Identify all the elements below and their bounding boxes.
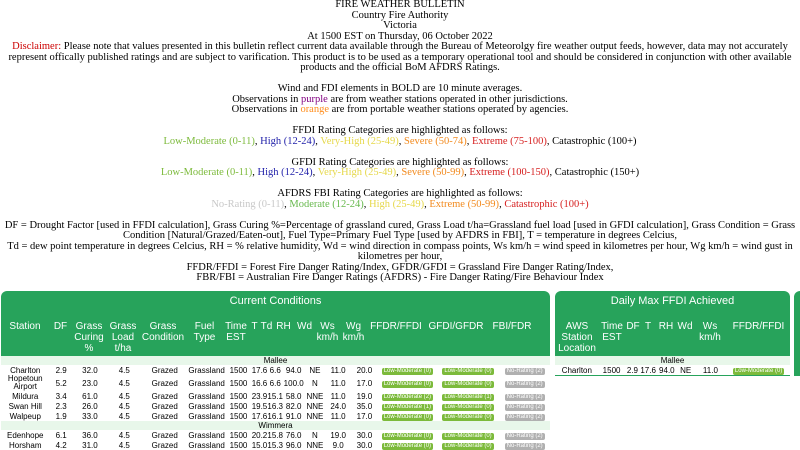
current-rating-badge: Low-Moderate (1) (383, 404, 432, 410)
current-cell: NNE (306, 391, 324, 401)
ffdi-extreme: Extreme (75-100) (471, 135, 547, 147)
current-cell: 11.0 (330, 411, 346, 421)
current-conditions-table (1, 356, 550, 450)
daily-region-name: Mallee (555, 356, 790, 365)
authority-name: Country Fire Authority (351, 9, 449, 21)
current-cell: 1.9 (55, 411, 67, 421)
current-cell: 96.0 (285, 440, 302, 450)
current-cell: 4.5 (118, 401, 130, 411)
current-cell: NNE (306, 440, 324, 450)
current-cell: 2.9 (55, 365, 67, 375)
current-cell: 100.0 (283, 378, 304, 388)
current-cell: Grassland (188, 401, 225, 411)
current-rating-badge: No-Rating (2) (506, 404, 543, 410)
current-cell: Grazed (151, 430, 178, 440)
current-table-row (1, 430, 550, 440)
current-cell: 19.0 (356, 391, 373, 401)
current-col-wd: Wd (297, 321, 312, 332)
orange-word: orange (300, 104, 330, 115)
afdrs-high: High (25-49) (369, 198, 425, 210)
current-cell: 17.0 (356, 378, 373, 388)
current-cell: Walpeup (9, 411, 41, 421)
current-col-wg-km-h: Wg km/h (342, 321, 365, 343)
third-panel-edge (794, 291, 800, 376)
current-rating-badge: No-Rating (2) (506, 368, 543, 374)
current-cell: 17.6 (251, 411, 268, 421)
current-cell: 4.5 (118, 430, 130, 440)
current-cell: Grazed (151, 440, 178, 450)
current-col-td: Td (260, 321, 273, 332)
current-rating-badge: Low-Moderate (0) (383, 381, 432, 387)
definitions-line-2: Td = dew point temperature in degrees Celcius, RH = % relative humidity, Wd = wind direction in compass points, Ws km/h = wind speed in kilometres per hour, Wg km/h = wind gust in kilometres per hour, (7, 240, 793, 262)
current-col-grass-condition: Grass Condition (141, 321, 185, 343)
current-rating-badge: Low-Moderate (2) (383, 394, 432, 400)
current-cell: 76.0 (285, 430, 302, 440)
current-cell: Grassland (188, 440, 225, 450)
current-cell: 19.5 (251, 401, 268, 411)
current-region-row (1, 421, 550, 430)
current-conditions-panel (1, 291, 550, 450)
ffdi-severe: Severe (50-74) (404, 135, 467, 147)
disclaimer-text: Please note that values presented in this bulletin reflect current data available through the Bureau of Meteorolgy fire weather output feeds, however, data may not accurately represent offically published ratings and are subject to varification. This product is to be used as a temporary operational tool and should be considered in conjunction with other available products and the official BoM AFDRS Ratings. (8, 41, 792, 73)
current-cell: 16.6 (251, 378, 268, 388)
gfdi-extreme: Extreme (100-150) (469, 167, 550, 178)
ffdi-cat: Catastrophic (100+) (552, 135, 637, 147)
current-cell: 15.8 (267, 430, 283, 440)
current-cell: Grazed (151, 411, 178, 421)
current-rating-badge: Low-Moderate (0) (444, 443, 492, 449)
current-rating-badge: Low-Moderate (0) (444, 404, 492, 410)
daily-cell: 2.9 (626, 365, 638, 375)
disclaimer (0, 42, 800, 74)
current-cell: N (312, 378, 318, 388)
current-cell: Grassland (188, 365, 225, 375)
current-cell: 4.5 (118, 365, 130, 375)
current-region-name: Mallee (1, 356, 550, 365)
current-table-row (1, 411, 550, 421)
daily-cell: NE (680, 365, 692, 375)
daily-cell: 1500 (602, 365, 621, 375)
current-cell: 82.0 (285, 401, 302, 411)
current-rating-badge: Low-Moderate (0) (383, 443, 432, 449)
ffdi-low: Low-Moderate (0-11) (163, 135, 255, 147)
ffdi-high: High (12-24) (260, 135, 316, 147)
current-rating-badge: Low-Moderate (0) (383, 433, 432, 439)
gfdi-severe: Severe (50-99) (401, 167, 465, 178)
current-col-t: T (251, 321, 258, 332)
current-cell: 1500 (229, 440, 248, 450)
current-cell: Grazed (151, 365, 178, 375)
current-cell: 19.0 (330, 430, 346, 440)
current-cell: Grassland (188, 391, 225, 401)
current-rating-badge: No-Rating (2) (506, 443, 543, 449)
issue-time: At 1500 EST on Thursday, 06 October 2022 (307, 30, 493, 42)
current-cell: 16.3 (267, 401, 283, 411)
daily-max-table (555, 356, 790, 375)
current-col-grass-load-t-ha: Grass Load t/ha (109, 321, 137, 354)
current-table-row (1, 401, 550, 411)
current-cell: Edenhope (7, 430, 44, 440)
current-cell: 11.0 (330, 391, 346, 401)
current-cell: 15.0 (251, 440, 268, 450)
current-col-ffdr-ffdi: FFDR/FFDI (370, 321, 422, 332)
current-cell: 9.0 (332, 440, 344, 450)
current-col-df: DF (53, 321, 68, 332)
daily-max-title: Daily Max FFDI Achieved (610, 295, 735, 307)
current-cell: Grassland (188, 378, 225, 388)
daily-cell: 94.0 (659, 365, 675, 375)
current-col-ws-km-h: Ws km/h (316, 321, 339, 343)
current-cell: N (312, 430, 318, 440)
current-cell: 26.0 (82, 401, 98, 411)
current-cell: 4.5 (118, 411, 130, 421)
current-table-row (1, 391, 550, 401)
current-cell: 30.0 (356, 440, 373, 450)
current-cell: 33.0 (82, 411, 98, 421)
current-cell: 4.2 (55, 440, 67, 450)
daily-rating-badge: Low-Moderate (0) (734, 368, 783, 374)
gfdi-cat: Catastrophic (150+) (554, 167, 640, 178)
current-conditions-header (1, 311, 550, 357)
current-cell: Horsham (9, 440, 42, 450)
current-cell: Mildura (12, 391, 39, 401)
purple-note-pre: Observations in (232, 93, 302, 105)
current-cell: 23.0 (82, 378, 98, 388)
state-name: Victoria (383, 20, 417, 31)
current-cell: 20.2 (251, 430, 268, 440)
current-region-name: Wimmera (1, 421, 550, 430)
current-rating-badge: Low-Moderate (0) (444, 414, 492, 420)
current-rating-badge: Low-Moderate (0) (383, 414, 432, 420)
daily-max-panel (555, 291, 790, 376)
current-cell: Swan Hill (8, 401, 42, 411)
current-col-gfdi-gfdr: GFDI/GFDR (428, 321, 484, 332)
orange-note (0, 105, 800, 116)
daily-cell: 17.6 (640, 365, 656, 375)
gfdi-low: Low-Moderate (0-11) (160, 167, 253, 178)
current-cell: 16.1 (267, 411, 283, 421)
current-cell: 2.3 (55, 401, 67, 411)
current-cell: 11.0 (330, 378, 346, 388)
current-cell: Grassland (188, 411, 225, 421)
current-cell: Grazed (151, 391, 178, 401)
gfdi-high: High (12-24) (257, 167, 313, 178)
orange-note-post: are from portable weather stations operated by agencies. (329, 104, 569, 115)
bulletin-title: FIRE WEATHER BULLETIN (335, 0, 465, 10)
daily-col-rh: RH (658, 321, 674, 332)
current-cell: 6.6 (269, 378, 281, 388)
current-table-row (1, 440, 550, 450)
current-cell: Grassland (188, 430, 225, 440)
current-cell: Charlton (10, 365, 41, 375)
gfdi-legend: Low-Moderate (0-11), High (12-24), Very-High (25-49), Severe (50-99), Extreme (100-150), Catastrophic (150+) (160, 167, 640, 178)
current-cell: Grazed (151, 401, 178, 411)
daily-col-ffdr-ffdi: FFDR/FFDI (732, 321, 785, 332)
current-cell: 15.3 (267, 440, 283, 450)
current-cell: 31.0 (82, 440, 98, 450)
current-cell: 1500 (229, 391, 248, 401)
current-col-rh: RH (276, 321, 291, 332)
current-rating-badge: No-Rating (2) (506, 381, 543, 387)
current-rating-badge: No-Rating (2) (506, 394, 543, 400)
current-cell: 32.0 (82, 365, 98, 375)
purple-word: purple (301, 93, 328, 105)
ffdi-legend-title: FFDI Rating Categories are highlighted as follows: (292, 125, 508, 136)
current-cell: 1500 (229, 401, 248, 411)
current-rating-badge: Low-Moderate (1) (444, 394, 492, 400)
current-cell: 35.0 (356, 401, 373, 411)
gfdi-vhigh: Very-High (25-49) (317, 167, 397, 178)
current-cell: 30.0 (356, 430, 373, 440)
daily-col-time-est: Time EST (601, 321, 623, 343)
current-rating-badge: Low-Moderate (0) (444, 368, 492, 374)
current-col-grass-curing: Grass Curing % (74, 321, 104, 354)
current-col-fbi-fdr: FBI/FDR (492, 321, 532, 332)
current-cell: 36.0 (82, 430, 98, 440)
definitions (0, 221, 800, 284)
current-cell: 4.5 (118, 440, 130, 450)
daily-region-row (555, 356, 790, 365)
current-rating-badge: No-Rating (2) (506, 414, 543, 420)
current-cell: 4.5 (118, 391, 130, 401)
current-cell: 1500 (229, 430, 248, 440)
daily-col-aws-station-location: AWS Station Location (558, 321, 596, 354)
current-cell: NNE (306, 411, 324, 421)
current-cell: 58.0 (285, 391, 302, 401)
current-cell: NE (309, 365, 321, 375)
definitions-line-1: DF = Drought Factor [used in FFDI calculation], Grass Curing %=Percentage of grassland cured, Grass Load t/ha=Grassland fuel load [used in GFDI calculation], Grass Condition = Grass Condition [Natural/Grazed/Eaten-out], Fuel Type=Primary Fuel Type [used by AFDRS in FBI], T = temperature in degrees Celcius, (4, 219, 796, 241)
bold-note: Wind and FDI elements in BOLD are 10 minute averages. (277, 83, 523, 94)
current-cell: 4.5 (118, 378, 130, 388)
afdrs-legend: No-Rating (0-11), Moderate (12-24), High (25-49), Extreme (50-99), Catastrophic (100+) (211, 198, 589, 210)
daily-max-header (555, 311, 790, 357)
gfdi-legend-title: GFDI Rating Categories are highlighted as follows: (291, 156, 509, 168)
purple-note-post: are from weather stations operated in other jurisdictions. (327, 93, 568, 105)
current-cell: 23.9 (251, 391, 268, 401)
current-table-row (1, 375, 550, 391)
definitions-line-3: FFDR/FFDI = Forest Fire Danger Rating/Index, GFDR/GFDI = Grassland Fire Danger Rating/Index, (186, 261, 614, 273)
current-col-time-est: Time EST (225, 321, 247, 343)
current-rating-badge: No-Rating (2) (506, 433, 543, 439)
current-rating-badge: Low-Moderate (0) (444, 381, 492, 387)
daily-cell: Charlton (561, 365, 592, 375)
current-cell: 61.0 (82, 391, 98, 401)
disclaimer-label: Disclaimer: (12, 41, 62, 52)
ffdi-legend: Low-Moderate (0-11), High (12-24), Very-High (25-49), Severe (50-74), Extreme (75-100), Catastrophic (100+) (163, 135, 637, 147)
definitions-line-4: FBR/FBI = Australian Fire Danger Ratings (AFDRS) - Fire Danger Rating/Fire Behaviour Index (196, 272, 604, 283)
current-table-row (1, 365, 550, 375)
current-cell: 15.1 (267, 391, 283, 401)
ffdi-vhigh: Very-High (25-49) (320, 135, 399, 147)
current-cell: 24.0 (330, 401, 346, 411)
daily-col-ws-km-h: Ws km/h (699, 321, 721, 343)
current-col-fuel-type: Fuel Type (193, 321, 216, 343)
afdrs-extreme: Extreme (50-99) (429, 198, 500, 210)
daily-col-t: T (644, 321, 652, 332)
current-cell: NNE (306, 401, 324, 411)
daily-col-df: DF (626, 321, 640, 332)
current-region-row (1, 356, 550, 365)
current-cell: 1500 (229, 411, 248, 421)
current-cell: 11.0 (330, 365, 346, 375)
bulletin-header (0, 0, 800, 221)
afdrs-cat: Catastrophic (100+) (504, 198, 589, 210)
current-col-station: Station (9, 321, 41, 332)
afdrs-none: No-Rating (0-11) (211, 198, 285, 210)
current-cell: Grazed (151, 378, 178, 388)
current-cell: 3.4 (55, 391, 67, 401)
current-conditions-title: Current Conditions (229, 295, 322, 307)
current-cell: 20.0 (356, 365, 373, 375)
current-rating-badge: Low-Moderate (0) (383, 368, 432, 374)
current-cell: 94.0 (285, 365, 302, 375)
current-cell: 17.0 (356, 411, 373, 421)
current-cell: 1500 (229, 365, 248, 375)
current-cell: 6.6 (269, 365, 281, 375)
current-cell: 17.6 (251, 365, 268, 375)
current-rating-badge: Low-Moderate (0) (444, 433, 492, 439)
afdrs-mod: Moderate (12-24) (289, 198, 364, 210)
daily-col-wd: Wd (677, 321, 693, 332)
current-cell: 91.0 (285, 411, 302, 421)
current-cell: Hopetoun Airport (7, 374, 43, 391)
current-cell: 1500 (229, 378, 248, 388)
orange-note-pre: Observations in (231, 104, 301, 115)
afdrs-legend-title: AFDRS FBI Rating Categories are highlighted as follows: (277, 188, 523, 199)
daily-table-row (555, 365, 790, 375)
daily-cell: 11.0 (702, 365, 718, 375)
current-cell: 6.1 (55, 430, 67, 440)
current-cell: 5.2 (55, 378, 67, 388)
